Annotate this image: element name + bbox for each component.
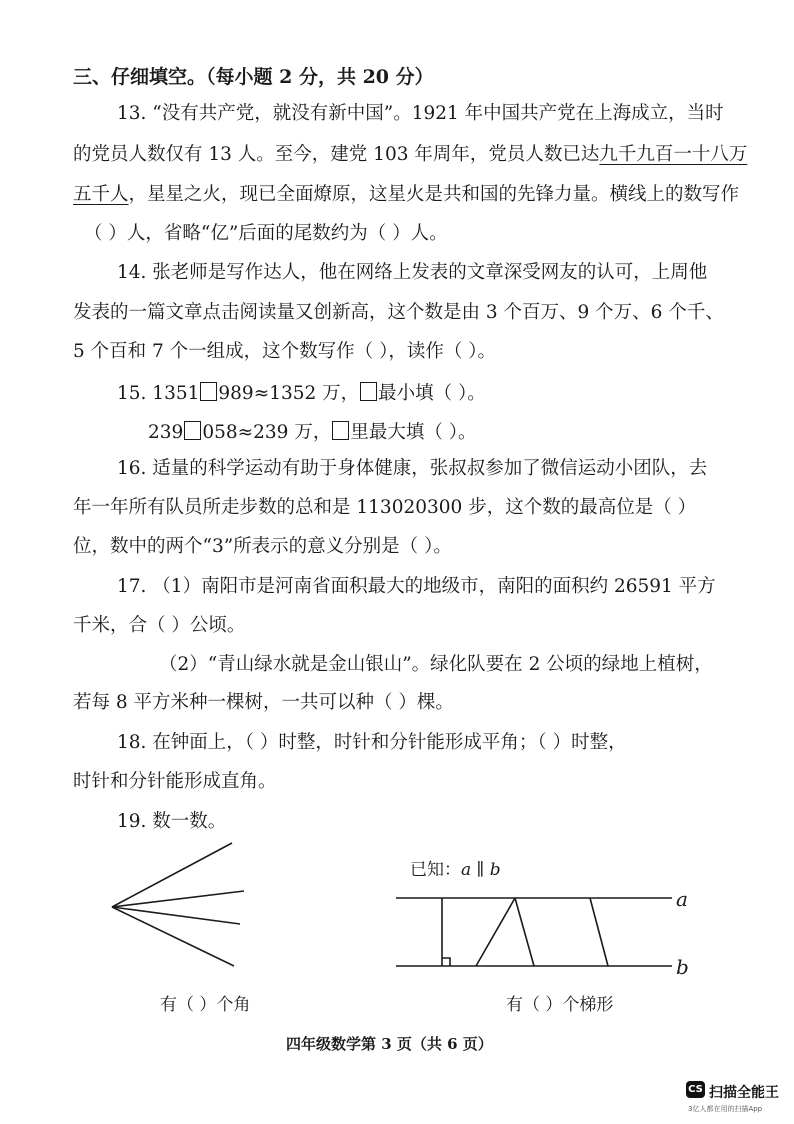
- slanted-segment-3: [590, 898, 608, 966]
- q19-title: 19. 数一数。: [117, 811, 227, 832]
- q15-line-2: [148, 421, 476, 443]
- given-label: 已知：: [410, 860, 461, 880]
- section-title: 三、仔细填空。（每小题 2 分，共 20 分）: [73, 66, 434, 88]
- q18-line-1: 18. 在钟面上，（ ）时整，时针和分针能形成平角；（ ）时整，: [117, 732, 627, 753]
- q17-line-3: （2）“青山绿水就是金山银山”。绿化队要在 2 公顷的绿地上植树，: [159, 654, 713, 675]
- q13-line-1: 13. “没有共产党，就没有新中国”。1921 年中国共产党在上海成立，当时: [117, 103, 724, 124]
- parallel-lines-figure: [390, 885, 680, 980]
- q17-line-1: 17. （1）南阳市是河南省面积最大的地级市，南阳的面积约 26591 平方: [117, 576, 716, 597]
- q13-line-3-text: ，星星之火，现已全面燎原，这星火是共和国的先锋力量。横线上的数写作: [128, 184, 740, 205]
- q18-line-2: 时针和分针能形成直角。: [73, 771, 277, 792]
- q15-blank-box-1: [200, 382, 217, 401]
- line-b-label: b: [676, 955, 689, 979]
- camscanner-logo-icon: CS: [686, 1081, 705, 1098]
- q16-line-3: 位，数中的两个“3”所表示的意义分别是（ ）。: [73, 536, 452, 557]
- q13-underlined-number-part1: 九千九百一十八万: [599, 144, 748, 165]
- q13-line-2: [73, 146, 747, 165]
- q16-line-2: 年一年所有队员所走步数的总和是 113020300 步，这个数的最高位是（ ）: [73, 497, 697, 518]
- ray-1: [112, 843, 232, 907]
- q15-line-1-b: 989≈1352 万，: [218, 383, 360, 404]
- q15-line-1-c: 最小填（ ）。: [378, 383, 486, 404]
- q14-line-1: 14. 张老师是写作达人，他在网络上发表的文章深受网友的认可，上周他: [117, 262, 708, 283]
- line-a-label: a: [676, 887, 688, 911]
- q15-line-1: [117, 382, 486, 404]
- given-expression: a ∥ b: [461, 860, 501, 880]
- q14-line-2: 发表的一篇文章点击阅读量又创新高，这个数是由 3 个百万、9 个万、6 个千、: [73, 302, 724, 323]
- q14-line-3: 5 个百和 7 个一组成，这个数写作（ ），读作（ ）。: [73, 341, 496, 362]
- q19-left-caption: 有（ ）个角: [160, 995, 251, 1015]
- q19-right-caption: 有（ ）个梯形: [506, 995, 614, 1015]
- given-condition: [410, 855, 501, 880]
- q13-line-4: （ ）人，省略“亿”后面的尾数约为（ ）人。: [84, 223, 448, 244]
- camscanner-tagline: 3亿人都在用的扫描App: [688, 1105, 763, 1113]
- page-footer: 四年级数学第 3 页（共 6 页）: [286, 1035, 493, 1053]
- q17-line-4: 若每 8 平方米种一棵树，一共可以种（ ）棵。: [73, 692, 454, 713]
- q15-line-2-a: 239: [148, 422, 184, 443]
- angle-rays-figure: [100, 835, 250, 985]
- q13-line-3: [73, 186, 739, 205]
- q16-line-1: 16. 适量的科学运动有助于身体健康，张叔叔参加了微信运动小团队，去: [117, 458, 708, 479]
- ray-2: [112, 891, 244, 907]
- q17-line-2: 千米，合（ ）公顷。: [73, 615, 246, 636]
- slanted-segment-2: [515, 898, 534, 966]
- q15-line-1-a: 15. 1351: [117, 383, 200, 404]
- q15-line-2-c: 里最大填（ ）。: [350, 422, 477, 443]
- q13-underlined-number-part2: 五千人: [73, 184, 129, 205]
- right-angle-mark: [442, 958, 450, 966]
- q15-blank-box-2: [360, 382, 377, 401]
- slanted-segment-1: [476, 898, 515, 966]
- q13-line-2-text: 的党员人数仅有 13 人。至今，建党 103 年周年，党员人数已达: [73, 144, 600, 165]
- q15-blank-box-3: [184, 421, 201, 440]
- q15-line-2-b: 058≈239 万，: [202, 422, 332, 443]
- camscanner-brand: 扫描全能王: [709, 1085, 779, 1101]
- q15-blank-box-4: [332, 421, 349, 440]
